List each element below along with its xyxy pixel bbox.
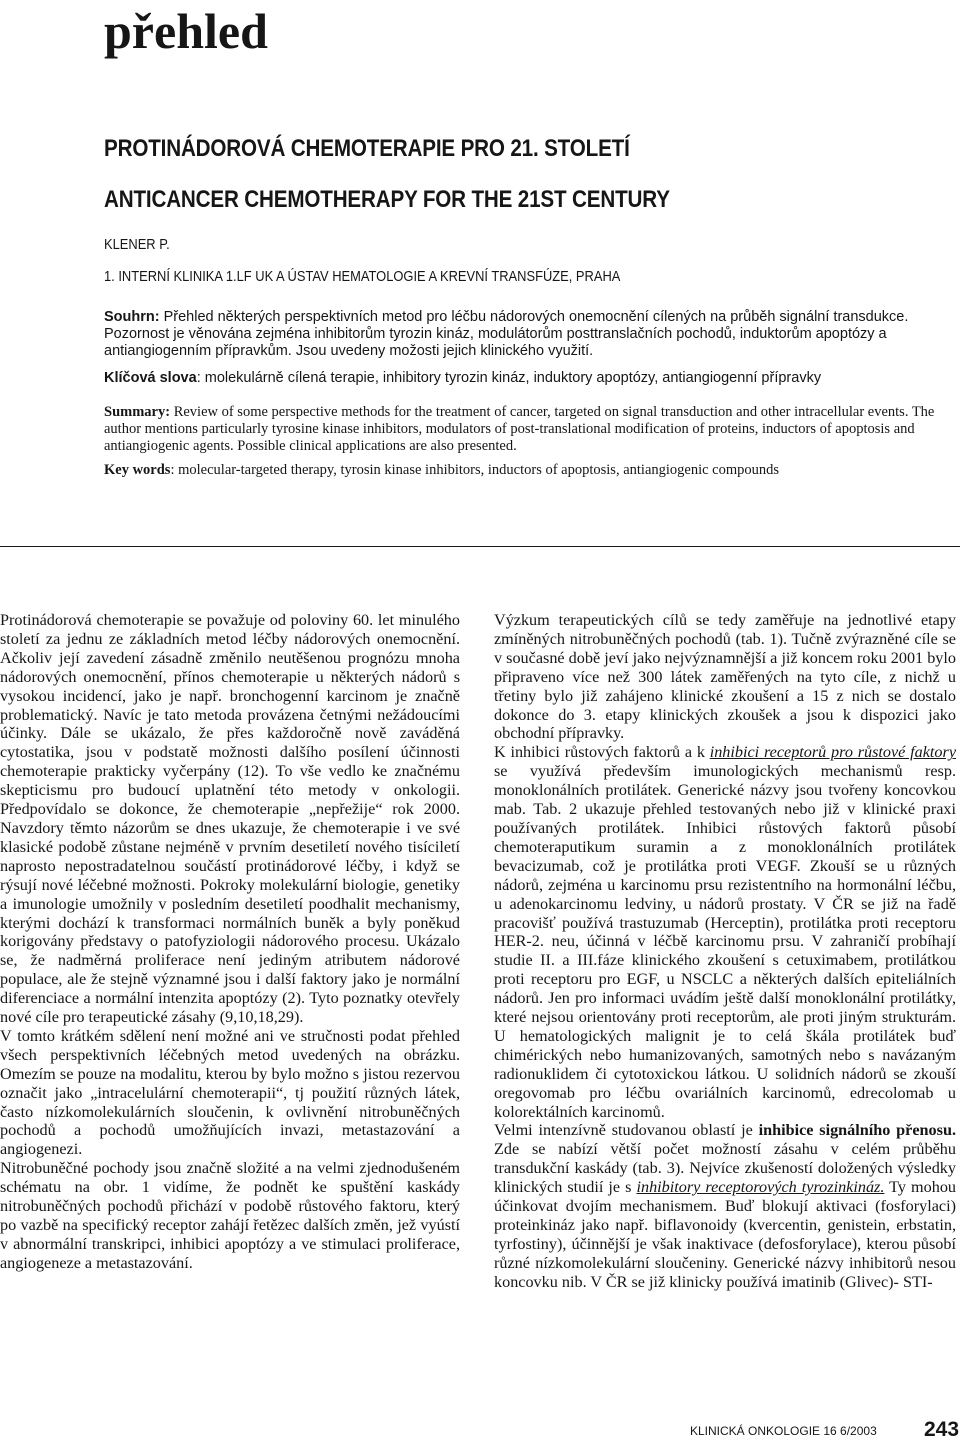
- article-title-english: ANTICANCER CHEMOTHERAPY FOR THE 21ST CENTURY: [104, 186, 670, 213]
- section-label: přehled: [104, 3, 268, 59]
- emphasis-tyrosine-kinase-inhibitors: inhibitory receptorových tyrozinkináz.: [636, 1178, 885, 1197]
- keywords-czech-text: : molekulárně cílená terapie, inhibitory tyrozin kináz, induktory apoptózy, antiangiogenní přípravky: [196, 370, 822, 386]
- affiliation: 1. INTERNÍ KLINIKA 1.LF UK A ÚSTAV HEMATOLOGIE A KREVNÍ TRANSFÚZE, PRAHA: [104, 268, 621, 285]
- keywords-english: [104, 462, 956, 479]
- body-column-right: [494, 611, 956, 1292]
- paragraph-text: K inhibici růstových faktorů a k: [494, 743, 710, 762]
- keywords-english-label: Key words: [104, 462, 171, 478]
- paragraph: Protinádorová chemoterapie se považuje od poloviny 60. let minulého století za jednu ze základních metod léčby nádorových onemocnění. Ačkoliv její zavedení zásadně změnilo neutěšenou prognózu mnoha nádorových onemocnění, přínos chemoterapie u některých nádorů s vysokou incidencí, jako je např. bronchogenní karcinom je značně problematický. Navíc je tato metoda provázena četnými nežádoucími účinky. Dále se ukázalo, že přes každoročně nově zaváděná cytostatika, jsou v podstatě možnosti dalšího posílení účinnosti chemoterapie prakticky vyčerpány (12). To vše vedlo ke značnému skepticismu pro budoucí uplatnění této metody v onkologii. Předpovídalo se dokonce, že chemoterapie „nepřežije“ rok 2000. Navzdory těmto názorům se dnes ukazuje, že chemoterapie i ve své klasické podobě zůstane nejméně v prvním desetiletí nového tisíciletí naprosto nepostradatelnou součástí protinádorové léčby, i když se rýsují nové léčebné možnosti. Pokroky molekulární biologie, genetiky a imunologie umožnily v posledním desetiletí poodhalit mechanismy, kterými dochází k transformaci normálních buněk a byly poněkud korigovány představy o patofyziologii nádorového procesu. Ukázalo se, že nadměrná proliferace není jediným atributem nádorové populace, ale že stejně významné jsou i další faktory jako je normální diferenciace a normální intenzita apoptózy (2). Tyto poznatky otevřely nové cíle pro terapeutické zásahy (9,10,18,29).: [0, 611, 460, 1027]
- paragraph-text: Velmi intenzívně studovanou oblastí je: [494, 1121, 759, 1140]
- abstract-english: [104, 404, 956, 455]
- abstract-czech: [104, 309, 956, 360]
- emphasis-growth-factor-receptors: inhibici receptorů pro růstové faktory: [709, 743, 956, 762]
- keywords-czech: [104, 370, 956, 387]
- abstract-english-label: Summary:: [104, 404, 171, 420]
- paragraph: Nitrobuněčné pochody jsou značně složité a na velmi zjednodušeném schématu na obr. 1 vidíme, že podnět ke spuštění kaskády nitrobuněčných pochodů přichází v podobě růstového faktoru, který po vazbě na specifický receptor zahájí řetězec dalších změn, jež vyústí v abnormální transkripci, inhibici apoptózy a ve stimulaci proliferace, angiogeneze a metastazování.: [0, 1159, 460, 1272]
- emphasis-signal-transduction: inhibice signálního přenosu.: [758, 1121, 956, 1140]
- abstract-czech-text: Přehled některých perspektivních metod pro léčbu nádorových onemocnění cílených na průběh signální transdukce. Pozornost je věnována zejména inhibitorům tyrozin kináz, modulátorům posttranslačních pochodů, induktorům apoptózy a antiangiogenním přípravkům. Jsou uvedeny možosti jejich klinického využití.: [104, 309, 909, 359]
- paragraph: [494, 1121, 956, 1291]
- paragraph: Výzkum terapeutických cílů se tedy zaměřuje na jednotlivé etapy zmíněných nitrobuněčných pochodů (tab. 1). Tučně zvýrazněné cíle se v současné době jeví jako nejvýznamnější a již koncem roku 2001 bylo připraveno více než 300 látek zaměřených na tyto cíle, z nichž u třetiny bylo již zahájeno klinické zkoušení a 15 z nich se dostalo dokonce do 3. etapy klinických zkoušek a jsou k dispozici jako obchodní přípravky.: [494, 611, 956, 743]
- paragraph: V tomto krátkém sdělení není možné ani ve stručnosti podat přehled všech perspektivních léčebných metod uvedených na obrázku. Omezím se pouze na modalitu, kterou by bylo možno s jistou rezervou označit jako „intracelulární chemoterapii“, tj použití různých látek, často nízkomolekulárních sloučenin, k ovlivnění nitrobuněčných pochodů a pochodů umožňujících invazi, metastazování a angiogenezi.: [0, 1026, 460, 1159]
- article-title-czech: PROTINÁDOROVÁ CHEMOTERAPIE PRO 21. STOLETÍ: [104, 135, 630, 162]
- paragraph-text: Zde se nabízí větší počet možností zásahu v celém průběhu transdukční kaskády (tab. 3). Nejvíce zkušeností doložených výsledky klinických studií je s: [494, 1140, 956, 1197]
- divider-rule: [0, 546, 960, 547]
- journal-footer: KLINICKÁ ONKOLOGIE 16 6/2003: [690, 1424, 877, 1438]
- keywords-czech-label: Klíčová slova: [104, 370, 197, 386]
- paragraph: [494, 743, 956, 1121]
- abstract-czech-label: Souhrn:: [104, 309, 160, 325]
- abstract-english-text: Review of some perspective methods for the treatment of cancer, targeted on signal transduction and other intracellular events. The author mentions particularly tyrosine kinase inhibitors, modulators of post-translational modification of proteins, inductors of apoptosis and antiangiogenic agents. Possible clinical applications are also presented.: [104, 404, 935, 454]
- paragraph-text: Ty mohou účinkovat dvojím mechanismem. Buď blokují aktivaci (fosforylaci) proteinkináz jako např. biflavonoidy (kvercentin, genistein, erbstatin, tyrfostiny), účinnější je však inaktivace (defosforylace), kterou působí různé nízkomolekulární sloučeniny. Generické názvy inhibitorů nesou koncovku nib. V ČR se již klinicky používá imatinib (Glivec)- STI-: [494, 1178, 957, 1291]
- author: KLENER P.: [104, 236, 170, 253]
- keywords-english-text: : molecular-targeted therapy, tyrosin kinase inhibitors, inductors of apoptosis, antiangiogenic compounds: [170, 462, 780, 478]
- paragraph-text: se využívá především imunologických mechanismů resp. monoklonálních protilátek. Generické názvy jsou tvořeny koncovkou mab. Tab. 2 ukazuje přehled testovaných nebo již v klinické praxi používaných protilátek. Inhibici růstových faktorů působí chemoteraputikum suramin a z monoklonálních protilátek bevacizumab, což je protilátka proti VEGF. Zkouší se u různých nádorů, zejména u karcinomu prsu rezistentního na hormonální léčbu, u adenokarcinomu ledviny, u nádorů prostaty. V ČR se již na řadě pracovišť používá trastuzumab (Herceptin), protilátka proti receptoru HER-2. neu, účinná v léčbě karcinomu prsu. V zahraničí probíhají studie II. a III.fáze klinického zkoušení s cetuximabem, protilátkou proti receptoru pro EGF, u NSCLC a některých dalších epiteliálních nádorů. Jen pro informaci uvádím ještě další monoklonální protilátky, které nejsou orientovány proti receptorům, ale proti jiným strukturám. U hematologických malignit je to celá škála protilátek buď chimérických nebo humanizovaných, samotných nebo s navázaným radionuklidem či cytotoxickou látkou. U solidních nádorů se zkouší oregovomab pro léčbu ovariálních karcinomů, edrecolomab u kolorektálních karcinomů.: [494, 762, 956, 1121]
- body-column-left: [0, 611, 460, 1273]
- page-number: 243: [924, 1418, 960, 1441]
